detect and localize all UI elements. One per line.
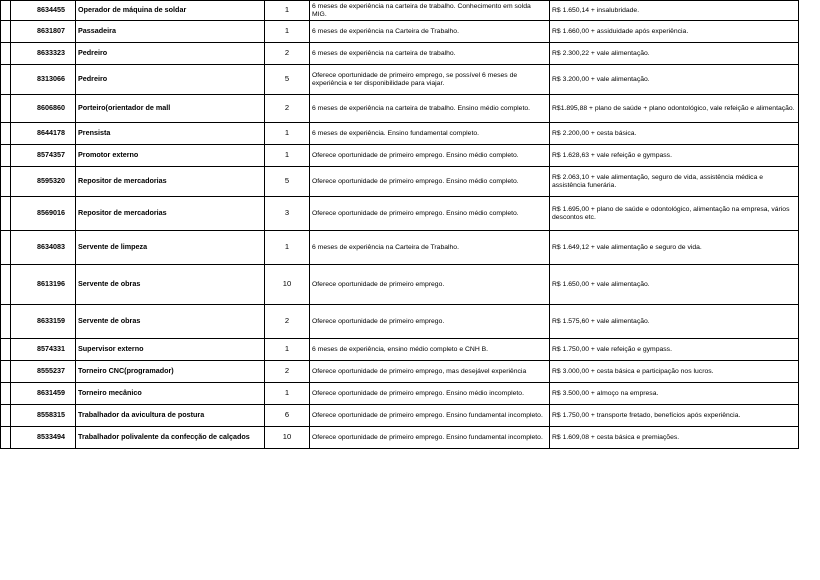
table-row	[1, 427, 799, 449]
job-code-cell: 8558315	[11, 405, 76, 427]
row-gap-cell	[1, 123, 11, 145]
requirements-cell: 6 meses de experiência na Carteira de Trabalho.	[310, 21, 550, 43]
occupation-cell: Porteiro(orientador de mall	[76, 95, 265, 123]
row-gap-cell	[1, 21, 11, 43]
table-row	[1, 197, 799, 231]
salary-cell: R$ 1.660,00 + assiduidade após experiência.	[550, 21, 799, 43]
row-gap-cell	[1, 405, 11, 427]
salary-cell: R$ 1.650,00 + vale alimentação.	[550, 265, 799, 305]
table-body	[1, 1, 799, 449]
occupation-cell: Trabalhador da avicultura de postura	[76, 405, 265, 427]
table-row	[1, 21, 799, 43]
occupation-cell: Operador de máquina de soldar	[76, 1, 265, 21]
occupation-cell: Repositor de mercadorias	[76, 197, 265, 231]
job-code-cell: 8633159	[11, 305, 76, 339]
job-code-cell: 8533494	[11, 427, 76, 449]
requirements-cell: Oferece oportunidade de primeiro emprego, mas desejável experiência	[310, 361, 550, 383]
job-code-cell: 8613196	[11, 265, 76, 305]
row-gap-cell	[1, 265, 11, 305]
vacancies-cell: 1	[265, 123, 310, 145]
requirements-cell: Oferece oportunidade de primeiro emprego. Ensino médio incompleto.	[310, 383, 550, 405]
job-code-cell: 8574331	[11, 339, 76, 361]
table-row	[1, 405, 799, 427]
requirements-cell: 6 meses de experiência. Ensino fundamental completo.	[310, 123, 550, 145]
occupation-cell: Prensista	[76, 123, 265, 145]
row-gap-cell	[1, 231, 11, 265]
vacancies-cell: 5	[265, 65, 310, 95]
row-gap-cell	[1, 383, 11, 405]
vacancies-cell: 5	[265, 167, 310, 197]
occupation-cell: Pedreiro	[76, 43, 265, 65]
table-row	[1, 383, 799, 405]
table-row	[1, 95, 799, 123]
salary-cell: R$ 1.695,00 + plano de saúde e odontológico, alimentação na empresa, vários descontos etc.	[550, 197, 799, 231]
vacancies-cell: 10	[265, 265, 310, 305]
table-row	[1, 43, 799, 65]
row-gap-cell	[1, 65, 11, 95]
table-row	[1, 167, 799, 197]
vacancies-cell: 1	[265, 21, 310, 43]
vacancies-cell: 10	[265, 427, 310, 449]
vacancies-cell: 1	[265, 1, 310, 21]
job-code-cell: 8631807	[11, 21, 76, 43]
table-row	[1, 123, 799, 145]
job-code-cell: 8313066	[11, 65, 76, 95]
salary-cell: R$ 2.300,22 + vale alimentação.	[550, 43, 799, 65]
vacancies-cell: 6	[265, 405, 310, 427]
occupation-cell: Repositor de mercadorias	[76, 167, 265, 197]
requirements-cell: Oferece oportunidade de primeiro emprego.	[310, 265, 550, 305]
row-gap-cell	[1, 427, 11, 449]
requirements-cell: Oferece oportunidade de primeiro emprego. Ensino médio completo.	[310, 145, 550, 167]
table-row	[1, 265, 799, 305]
vacancies-cell: 1	[265, 145, 310, 167]
table-row	[1, 305, 799, 339]
job-code-cell: 8633323	[11, 43, 76, 65]
row-gap-cell	[1, 339, 11, 361]
requirements-cell: Oferece oportunidade de primeiro emprego. Ensino fundamental incompleto.	[310, 405, 550, 427]
table-row	[1, 1, 799, 21]
row-gap-cell	[1, 1, 11, 21]
requirements-cell: 6 meses de experiência na carteira de trabalho.	[310, 43, 550, 65]
occupation-cell: Promotor externo	[76, 145, 265, 167]
vacancies-cell: 1	[265, 383, 310, 405]
salary-cell: R$ 2.200,00 + cesta básica.	[550, 123, 799, 145]
table-row	[1, 145, 799, 167]
occupation-cell: Torneiro mecânico	[76, 383, 265, 405]
occupation-cell: Servente de obras	[76, 305, 265, 339]
vacancies-cell: 2	[265, 95, 310, 123]
job-code-cell: 8644178	[11, 123, 76, 145]
row-gap-cell	[1, 197, 11, 231]
requirements-cell: 6 meses de experiência na carteira de trabalho. Conhecimento em solda MIG.	[310, 1, 550, 21]
salary-cell: R$ 3.000,00 + cesta básica e participação nos lucros.	[550, 361, 799, 383]
salary-cell: R$ 1.649,12 + vale alimentação e seguro de vida.	[550, 231, 799, 265]
vacancies-cell: 2	[265, 361, 310, 383]
row-gap-cell	[1, 305, 11, 339]
occupation-cell: Torneiro CNC(programador)	[76, 361, 265, 383]
job-code-cell: 8595320	[11, 167, 76, 197]
salary-cell: R$ 1.750,00 + transporte fretado, benefícios após experiência.	[550, 405, 799, 427]
row-gap-cell	[1, 361, 11, 383]
vacancies-cell: 2	[265, 305, 310, 339]
requirements-cell: 6 meses de experiência na Carteira de Trabalho.	[310, 231, 550, 265]
job-code-cell: 8574357	[11, 145, 76, 167]
salary-cell: R$ 2.063,10 + vale alimentação, seguro de vida, assistência médica e assistência funerária.	[550, 167, 799, 197]
requirements-cell: Oferece oportunidade de primeiro emprego. Ensino fundamental incompleto.	[310, 427, 550, 449]
occupation-cell: Trabalhador polivalente da confecção de calçados	[76, 427, 265, 449]
table-row	[1, 231, 799, 265]
job-code-cell: 8634083	[11, 231, 76, 265]
occupation-cell: Pedreiro	[76, 65, 265, 95]
occupation-cell: Passadeira	[76, 21, 265, 43]
vacancies-cell: 2	[265, 43, 310, 65]
job-code-cell: 8634455	[11, 1, 76, 21]
vacancies-cell: 3	[265, 197, 310, 231]
job-code-cell: 8555237	[11, 361, 76, 383]
requirements-cell: 6 meses de experiência, ensino médio completo e CNH B.	[310, 339, 550, 361]
occupation-cell: Servente de obras	[76, 265, 265, 305]
salary-cell: R$ 1.628,63 + vale refeição e gympass.	[550, 145, 799, 167]
salary-cell: R$ 1.650,14 + insalubridade.	[550, 1, 799, 21]
job-code-cell: 8606860	[11, 95, 76, 123]
row-gap-cell	[1, 43, 11, 65]
row-gap-cell	[1, 145, 11, 167]
requirements-cell: Oferece oportunidade de primeiro emprego. Ensino médio completo.	[310, 197, 550, 231]
requirements-cell: Oferece oportunidade de primeiro emprego, se possível 6 meses de experiência e ter disponibilidade para viajar.	[310, 65, 550, 95]
requirements-cell: Oferece oportunidade de primeiro emprego.	[310, 305, 550, 339]
vacancies-cell: 1	[265, 231, 310, 265]
occupation-cell: Supervisor externo	[76, 339, 265, 361]
job-code-cell: 8569016	[11, 197, 76, 231]
table-row	[1, 65, 799, 95]
vacancies-cell: 1	[265, 339, 310, 361]
job-code-cell: 8631459	[11, 383, 76, 405]
salary-cell: R$ 1.750,00 + vale refeição e gympass.	[550, 339, 799, 361]
requirements-cell: 6 meses de experiência na carteira de trabalho. Ensino médio completo.	[310, 95, 550, 123]
row-gap-cell	[1, 95, 11, 123]
occupation-cell: Servente de limpeza	[76, 231, 265, 265]
table-row	[1, 339, 799, 361]
salary-cell: R$ 1.609,08 + cesta básica e premiações.	[550, 427, 799, 449]
requirements-cell: Oferece oportunidade de primeiro emprego. Ensino médio completo.	[310, 167, 550, 197]
row-gap-cell	[1, 167, 11, 197]
table-row	[1, 361, 799, 383]
salary-cell: R$ 3.500,00 + almoço na empresa.	[550, 383, 799, 405]
salary-cell: R$ 3.200,00 + vale alimentação.	[550, 65, 799, 95]
salary-cell: R$ 1.575,60 + vale alimentação.	[550, 305, 799, 339]
salary-cell: R$1.895,88 + plano de saúde + plano odontológico, vale refeição e alimentação.	[550, 95, 799, 123]
